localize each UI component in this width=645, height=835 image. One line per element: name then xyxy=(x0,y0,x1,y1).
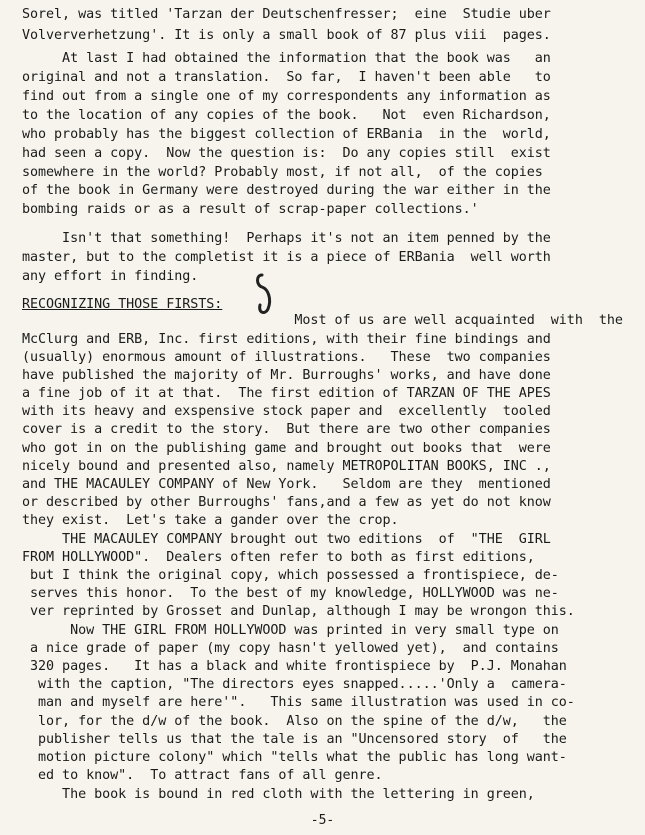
text-line: bombing raids or as a result of scrap-paper collections.' xyxy=(22,202,479,217)
text-line: motion picture colony" which "tells what the public has long want- xyxy=(22,750,567,765)
text-line: they exist. Let's take a gander over the crop. xyxy=(22,513,399,528)
section-heading: RECOGNIZING THOSE FIRSTS: xyxy=(22,297,223,312)
text-line: with its heavy and exspensive stock paper and excellently tooled xyxy=(22,404,551,419)
text-line: The book is bound in red cloth with the lettering in green, xyxy=(22,787,535,802)
text-line: Now THE GIRL FROM HOLLYWOOD was printed in very small type on xyxy=(22,623,559,638)
text-line: At last I had obtained the information that the book was an xyxy=(22,51,551,66)
paper-clip-icon xyxy=(252,271,278,317)
text-line: a fine job of it at that. The first edition of TARZAN OF THE APES xyxy=(22,386,551,401)
text-line: Most of us are well acquainted with the xyxy=(22,313,623,328)
text-line: to the location of any copies of the book. Not even Richardson, xyxy=(22,108,551,123)
text-line: a nice grade of paper (my copy hasn't yellowed yet), and contains xyxy=(22,641,559,656)
text-line: original and not a translation. So far, I haven't been able to xyxy=(22,70,551,85)
text-line: master, but to the completist it is a piece of ERBania well worth xyxy=(22,250,551,265)
text-line: with the caption, "The directors eyes snapped.....'Only a camera- xyxy=(22,677,567,692)
text-line: ed to know". To attract fans of all genre. xyxy=(22,768,383,783)
text-line: somewhere in the world? Probably most, if not all, of the copies xyxy=(22,165,543,180)
text-line: (usually) enormous amount of illustrations. These two companies xyxy=(22,350,551,365)
text-line: Volververhetzung'. It is only a small book of 87 plus viii pages. xyxy=(22,28,551,43)
text-line: FROM HOLLYWOOD". Dealers often refer to both as first editions, xyxy=(22,550,535,565)
text-line: of the book in Germany were destroyed during the war either in the xyxy=(22,183,551,198)
text-line: but I think the original copy, which possessed a frontispiece, de- xyxy=(22,568,559,583)
text-line: ver reprinted by Grosset and Dunlap, although I may be wrongon this. xyxy=(22,604,575,619)
text-line: man and myself are here'". This same illustration was used in co- xyxy=(22,695,575,710)
text-line: any effort in finding. xyxy=(22,269,199,284)
text-line: or described by other Burroughs' fans,and a few as yet do not know xyxy=(22,495,551,510)
page-number: -5- xyxy=(310,813,335,828)
text-line: find out from a single one of my correspondents any information as xyxy=(22,89,551,104)
text-line: had seen a copy. Now the question is: Do any copies still exist xyxy=(22,146,551,161)
text-line: nicely bound and presented also, namely METROPOLITAN BOOKS, INC ., xyxy=(22,459,551,474)
text-line: have published the majority of Mr. Burroughs' works, and have done xyxy=(22,368,551,383)
text-line: Isn't that something! Perhaps it's not an item penned by the xyxy=(22,231,551,246)
text-line: THE MACAULEY COMPANY brought out two editions of "THE GIRL xyxy=(22,532,551,547)
text-line: publisher tells us that the tale is an "Uncensored story of the xyxy=(22,732,567,747)
text-line: serves this honor. To the best of my knowledge, HOLLYWOOD was ne- xyxy=(22,586,559,601)
text-line: lor, for the d/w of the book. Also on the spine of the d/w, the xyxy=(22,714,567,729)
text-line: who probably has the biggest collection of ERBania in the world, xyxy=(22,127,551,142)
text-line: 320 pages. It has a black and white frontispiece by P.J. Monahan xyxy=(22,659,567,674)
text-line: McClurg and ERB, Inc. first editions, with their fine bindings and xyxy=(22,332,551,347)
text-line: cover is a credit to the story. But there are two other companies xyxy=(22,422,551,437)
text-line: and THE MACAULEY COMPANY of New York. Seldom are they mentioned xyxy=(22,477,551,492)
text-line: Sorel, was titled 'Tarzan der Deutschenfresser; eine Studie uber xyxy=(22,7,551,22)
text-line: who got in on the publishing game and brought out books that were xyxy=(22,441,551,456)
